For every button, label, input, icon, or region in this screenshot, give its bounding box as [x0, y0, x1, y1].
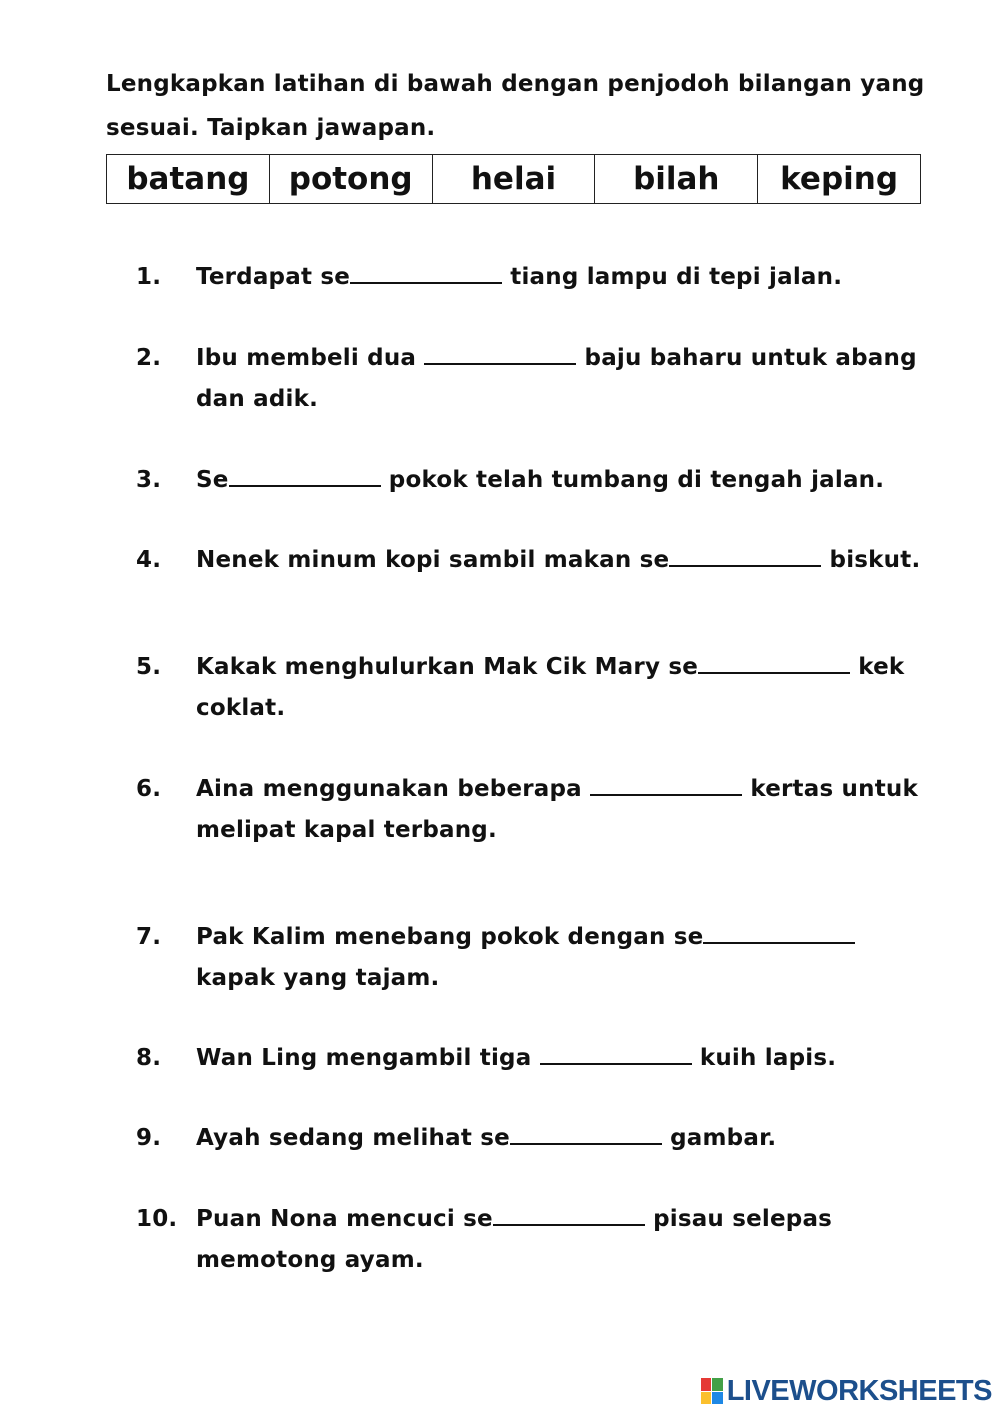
question-text-before: Aina menggunakan beberapa: [196, 776, 591, 802]
question-text-before: Ayah sedang melihat se: [196, 1125, 510, 1151]
instructions: Lengkapkan latihan di bawah dengan penjodoh bilangan yang sesuai. Taipkan jawapan.: [106, 71, 925, 141]
word-bank-item: helai: [432, 155, 595, 204]
question-text-after: kek coklat.: [196, 654, 905, 721]
answer-blank-10[interactable]: [493, 1204, 645, 1226]
question-text-before: Nenek minum kopi sambil makan se: [196, 547, 670, 573]
question-number: 4.: [136, 547, 162, 573]
logo-square: [712, 1378, 723, 1391]
brand-name: LIVEWORKSHEETS: [726, 1374, 992, 1407]
answer-blank-6[interactable]: [590, 774, 742, 796]
question-text-after: pisau selepas memotong ayam.: [196, 1206, 833, 1273]
word-bank-item: batang: [107, 155, 270, 204]
question-text-after: tiang lampu di tepi jalan.: [502, 264, 843, 290]
question-number: 5.: [136, 654, 162, 680]
question-number: 9.: [136, 1125, 162, 1151]
question-text-after: biskut.: [821, 547, 921, 573]
question-1: [136, 257, 926, 298]
question-7: [136, 917, 926, 999]
question-6: [136, 769, 926, 851]
question-text-after: pokok telah tumbang di tengah jalan.: [380, 467, 885, 493]
question-text-before: Se: [196, 467, 229, 493]
question-5: [136, 647, 926, 729]
question-text-after: gambar.: [661, 1125, 777, 1151]
answer-blank-5[interactable]: [698, 652, 850, 674]
logo-square: [701, 1378, 712, 1391]
question-text-after: kertas untuk melipat kapal terbang.: [196, 776, 918, 843]
word-bank-item: potong: [269, 155, 432, 204]
answer-blank-3[interactable]: [229, 465, 381, 487]
answer-blank-2[interactable]: [424, 343, 576, 365]
question-text-after: baju baharu untuk abang dan adik.: [196, 345, 917, 412]
answer-blank-8[interactable]: [540, 1043, 692, 1065]
question-4: [136, 540, 926, 581]
liveworksheets-footer[interactable]: [701, 1376, 992, 1406]
answer-blank-1[interactable]: [350, 262, 502, 284]
question-10: [136, 1199, 836, 1281]
question-3: [136, 460, 926, 501]
question-text-after: kapak yang tajam.: [196, 965, 440, 991]
answer-blank-7[interactable]: [703, 922, 855, 944]
logo-square: [701, 1392, 712, 1405]
word-bank-item: bilah: [595, 155, 758, 204]
question-text-before: Pak Kalim menebang pokok dengan se: [196, 924, 704, 950]
answer-blank-4[interactable]: [669, 545, 821, 567]
answer-blank-9[interactable]: [510, 1123, 662, 1145]
question-text-before: Wan Ling mengambil tiga: [196, 1045, 540, 1071]
question-number: 7.: [136, 924, 162, 950]
question-text-before: Ibu membeli dua: [196, 345, 425, 371]
question-text-before: Kakak menghulurkan Mak Cik Mary se: [196, 654, 699, 680]
liveworksheets-logo-icon: [701, 1378, 723, 1404]
word-bank-item: keping: [758, 155, 921, 204]
question-number: 10.: [136, 1206, 178, 1232]
question-text-before: Terdapat se: [196, 264, 351, 290]
word-bank-table: [106, 154, 921, 204]
question-9: [136, 1118, 926, 1159]
question-number: 1.: [136, 264, 162, 290]
question-text-before: Puan Nona mencuci se: [196, 1206, 493, 1232]
question-number: 3.: [136, 467, 162, 493]
question-number: 8.: [136, 1045, 162, 1071]
question-8: [136, 1038, 926, 1079]
question-number: 2.: [136, 345, 162, 371]
question-2: [136, 338, 926, 420]
question-text-after: kuih lapis.: [691, 1045, 837, 1071]
question-number: 6.: [136, 776, 162, 802]
logo-square: [712, 1392, 723, 1405]
